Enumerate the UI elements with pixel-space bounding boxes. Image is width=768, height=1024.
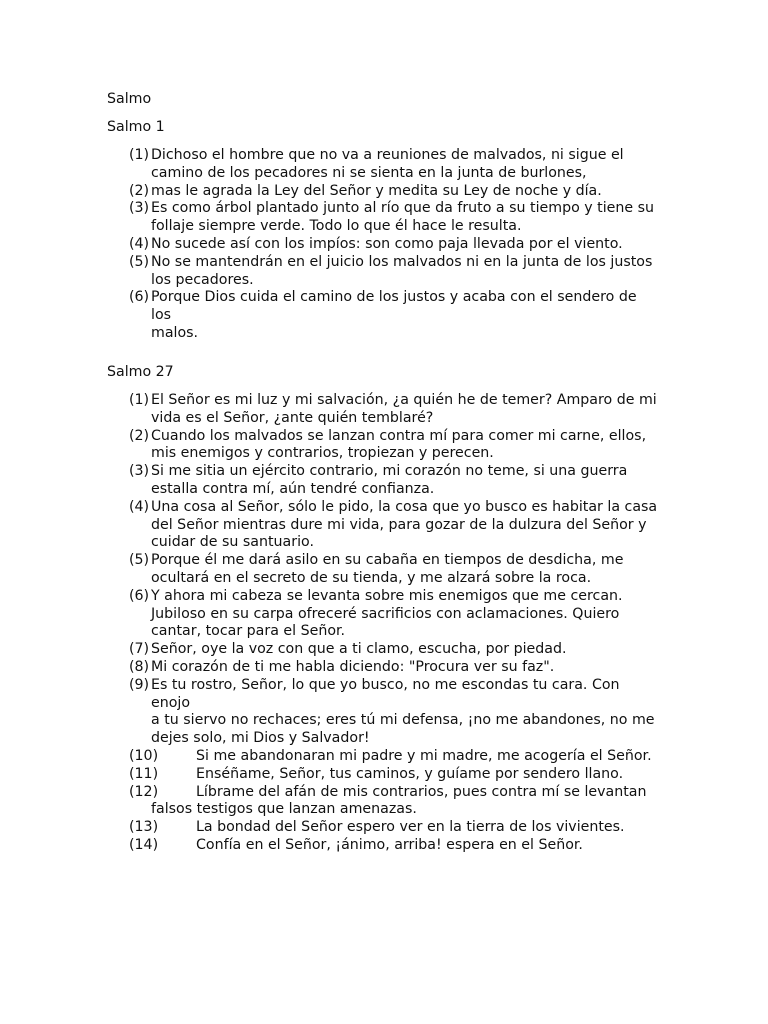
- verse-number: (12): [129, 783, 159, 800]
- verse-number: (1): [129, 392, 150, 408]
- verse-item: [129, 837, 659, 855]
- verse-number: (8): [129, 658, 150, 675]
- verse-item: [129, 819, 659, 837]
- verse-text: Porque Dios cuida el camino de los justos y acaba con el sendero de los malos.: [151, 289, 637, 341]
- verse-number: (5): [129, 253, 150, 270]
- verse-item: [129, 748, 659, 766]
- verse-number: (6): [129, 587, 150, 604]
- verse-number: (2): [129, 427, 150, 444]
- verse-number: (14): [129, 836, 159, 853]
- verse-text: Líbrame del afán de mis contrarios, pues contra mí se levantan falsos testigos que lanzan amenazas.: [151, 783, 647, 818]
- psalm-1-verse-list: [129, 147, 659, 343]
- verse-text: No se mantendrán en el juicio los malvados ni en la junta de los justos los pecadores.: [151, 253, 653, 288]
- verse-number: (3): [129, 200, 150, 217]
- verse-number: (7): [129, 641, 150, 658]
- verse-text: Porque él me dará asilo en su cabaña en tiempos de desdicha, me ocultará en el secreto de su tienda, y me alzará sobre la roca.: [151, 552, 624, 586]
- verse-number: (9): [129, 676, 150, 693]
- verse-item: [129, 236, 659, 254]
- verse-number: (4): [129, 498, 150, 515]
- verse-text: Si me abandonaran mi padre y mi madre, me acogería el Señor.: [196, 747, 652, 764]
- verse-text: No sucede así con los impíos: son como paja llevada por el viento.: [151, 235, 623, 252]
- verse-item: [129, 254, 659, 290]
- verse-text: Señor, oye la voz con que a ti clamo, escucha, por piedad.: [151, 641, 567, 658]
- verse-text: La bondad del Señor espero ver en la tierra de los vivientes.: [196, 819, 625, 836]
- verse-text: Cuando los malvados se lanzan contra mí para comer mi carne, ellos, mis enemigos y contrarios, tropiezan y perecen.: [151, 427, 647, 462]
- verse-item: [129, 766, 659, 784]
- verse-text: mas le agrada la Ley del Señor y medita su Ley de noche y día.: [151, 182, 602, 199]
- verse-item: [129, 289, 659, 342]
- psalm-1-heading: Salmo 1: [107, 119, 165, 135]
- verse-text: Es tu rostro, Señor, lo que yo busco, no me escondas tu cara. Con enojo a tu siervo no rechaces; eres tú mi defensa, ¡no me abandones, no me dejes solo, mi Dios y Salvador!: [151, 676, 655, 747]
- verse-item: [129, 183, 659, 201]
- psalm-27-verse-list: [129, 392, 659, 855]
- verse-item: [129, 463, 659, 499]
- verse-number: (5): [129, 552, 150, 569]
- verse-text: Confía en el Señor, ¡ánimo, arriba! espera en el Señor.: [196, 836, 583, 853]
- verse-item: [129, 200, 659, 236]
- psalm-27-heading: Salmo 27: [107, 364, 174, 380]
- verse-item: [129, 588, 659, 641]
- verse-item: [129, 552, 659, 588]
- verse-item: [129, 392, 659, 428]
- verse-text: Mi corazón de ti me habla diciendo: "Procura ver su faz".: [151, 658, 555, 675]
- verse-number: (1): [129, 147, 150, 163]
- verse-number: (10): [129, 747, 159, 764]
- verse-text: Dichoso el hombre que no va a reuniones de malvados, ni sigue el camino de los pecadores ni se sienta en la junta de burlones,: [151, 147, 624, 181]
- verse-item: [129, 784, 659, 820]
- document-title: Salmo: [107, 91, 152, 107]
- verse-text: Enséñame, Señor, tus caminos, y guíame por sendero llano.: [196, 765, 624, 782]
- verse-item: [129, 499, 659, 552]
- verse-number: (4): [129, 235, 150, 252]
- verse-number: (6): [129, 289, 150, 306]
- verse-text: Y ahora mi cabeza se levanta sobre mis enemigos que me cercan. Jubiloso en su carpa ofreceré sacrificios con aclamaciones. Quiero cantar, tocar para el Señor.: [151, 587, 623, 640]
- verse-item: [129, 677, 659, 748]
- verse-text: Una cosa al Señor, sólo le pido, la cosa que yo busco es habitar la casa del Señor mientras dure mi vida, para gozar de la dulzura del Señor y cuidar de su santuario.: [151, 498, 658, 551]
- verse-number: (3): [129, 463, 150, 480]
- verse-text: Es como árbol plantado junto al río que da fruto a su tiempo y tiene su follaje siempre verde. Todo lo que él hace le resulta.: [151, 200, 655, 235]
- verse-item: [129, 147, 659, 183]
- verse-item: [129, 641, 659, 659]
- verse-text: El Señor es mi luz y mi salvación, ¿a quién he de temer? Amparo de mi vida es el Señor, ¿ante quién temblaré?: [151, 392, 657, 426]
- verse-number: (11): [129, 765, 159, 782]
- verse-number: (2): [129, 182, 150, 199]
- verse-item: [129, 659, 659, 677]
- verse-number: (13): [129, 819, 159, 836]
- verse-item: [129, 428, 659, 464]
- verse-text: Si me sitia un ejército contrario, mi corazón no teme, si una guerra estalla contra mí, aún tendré confianza.: [151, 463, 628, 497]
